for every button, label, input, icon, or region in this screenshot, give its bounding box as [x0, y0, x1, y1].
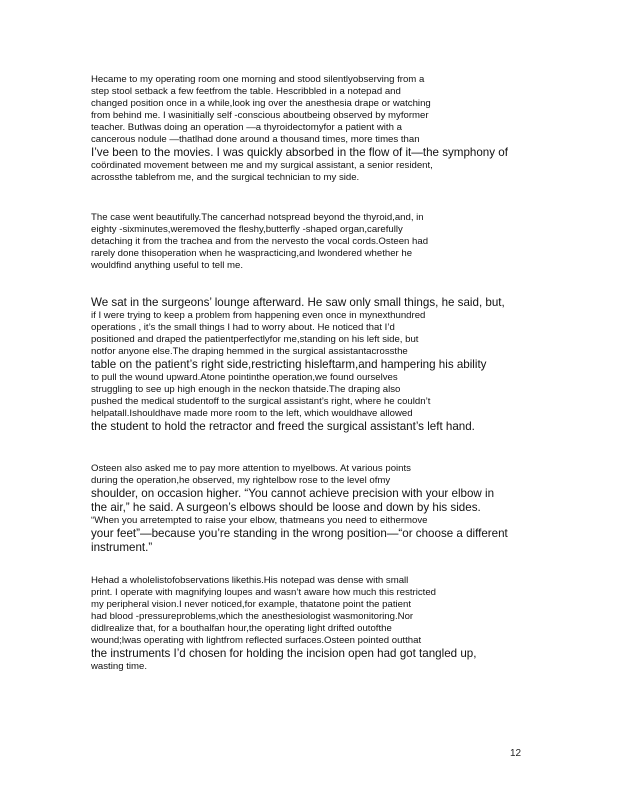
text-line: “When you arretempted to raise your elbow, thatmeans you need to eithermove — [91, 515, 428, 526]
paragraph-4 — [91, 463, 521, 555]
text-line: the air,” he said. A surgeon’s elbows should be loose and down by his sides. — [91, 501, 481, 514]
text-line: the student to hold the retractor and freed the surgical assistant’s left hand. — [91, 420, 475, 433]
text-line: operations , it’s the small things I had to worry about. He noticed that I’d — [91, 322, 395, 333]
text-line: cancerous nodule —thatlhad done around a thousand times, more times than — [91, 134, 420, 145]
paragraph-3-body — [91, 296, 521, 434]
text-line: notfor anyone else.The draping hemmed in the surgical assistantacrossthe — [91, 346, 408, 357]
text-line: struggling to see up high enough in the neckon thatside.The draping also — [91, 384, 401, 395]
text-line: eighty -sixminutes,weremoved the fleshy,butterfly -shaped organ,carefully — [91, 224, 403, 235]
text-line: table on the patient’s right side,restricting hisleftarm,and hampering his ability — [91, 358, 487, 371]
text-line: your feet”—because you’re standing in the wrong position—“or choose a different — [91, 527, 508, 540]
text-line: acrossthe tablefrom me, and the surgical technician to my side. — [91, 172, 360, 183]
text-line: Osteen also asked me to pay more attention to myelbows. At various points — [91, 463, 411, 474]
text-line: to pull the wound upward.Atone pointinthe operation,we found ourselves — [91, 372, 398, 383]
text-line: wouldfind anything useful to tell me. — [91, 260, 243, 271]
text-line: shoulder, on occasion higher. “You cannot achieve precision with your elbow in — [91, 487, 495, 500]
paragraph-4-body — [91, 463, 521, 555]
text-line: during the operation,he observed, my rightelbow rose to the level ofmy — [91, 475, 391, 486]
paragraph-3 — [91, 296, 521, 434]
text-line: rarely done thisoperation when he waspracticing,and lwondered whether he — [91, 248, 413, 259]
paragraph-1-body — [91, 74, 521, 184]
text-line: wasting time. — [91, 661, 147, 672]
text-line: coördinated movement between me and my surgical assistant, a senior resident, — [91, 160, 433, 171]
text-line: changed position once in a while,look ing over the anesthesia drape or watching — [91, 98, 431, 109]
text-line: detaching it from the trachea and from the nervesto the vocal cords.Osteen had — [91, 236, 429, 247]
text-line: teacher. Butlwas doing an operation —a thyroidectomyfor a patient with a — [91, 122, 402, 133]
text-line: from behind me. I wasinitially self -conscious aboutbeing observed by myformer — [91, 110, 429, 121]
text-line: the instruments I’d chosen for holding the incision open had got tangled up, — [91, 647, 477, 660]
text-line: step stool setback a few feetfrom the table. Hescribbled in a notepad and — [91, 86, 401, 97]
paragraph-5-body — [91, 575, 521, 673]
text-line: I’ve been to the movies. I was quickly absorbed in the flow of it—the symphony of — [91, 146, 508, 159]
text-line: The case went beautifully.The cancerhad notspread beyond the thyroid,and, in — [91, 212, 424, 223]
text-line: wound;lwas operating with lightfrom reflected surfaces.Osteen pointed outthat — [91, 635, 422, 646]
text-line: instrument.” — [91, 541, 153, 554]
text-line: We sat in the surgeons’ lounge afterward. He saw only small things, he said, but, — [91, 296, 505, 309]
text-line: had blood -pressureproblems,which the anesthesiologist wasmonitoring.Nor — [91, 611, 414, 622]
text-line: if I were trying to keep a problem from happening even once in mynexthundred — [91, 310, 426, 321]
paragraph-2-body — [91, 212, 521, 272]
paragraph-5 — [91, 575, 521, 673]
paragraph-1 — [91, 74, 521, 184]
paragraph-2 — [91, 212, 521, 272]
page-number: 12 — [510, 748, 522, 759]
text-line: my peripheral vision.I never noticed,for example, thatatone point the patient — [91, 599, 411, 610]
text-line: print. I operate with magnifying loupes and wasn’t aware how much this restricted — [91, 587, 437, 598]
text-line: positioned and draped the patientperfectlyfor me,standing on his left side, but — [91, 334, 419, 345]
text-line: helpatall.Ishouldhave made more room to the left, which wouldhave allowed — [91, 408, 413, 419]
text-line: Hehad a wholelistofobservations likethis.His notepad was dense with small — [91, 575, 409, 586]
text-line: Hecame to my operating room one morning and stood silentlyobserving from a — [91, 74, 425, 85]
text-line: didlrealize that, for a bouthalfan hour,the operating light drifted outofthe — [91, 623, 392, 634]
text-line: pushed the medical studentoff to the surgical assistant’s right, where he couldn’t — [91, 396, 431, 407]
